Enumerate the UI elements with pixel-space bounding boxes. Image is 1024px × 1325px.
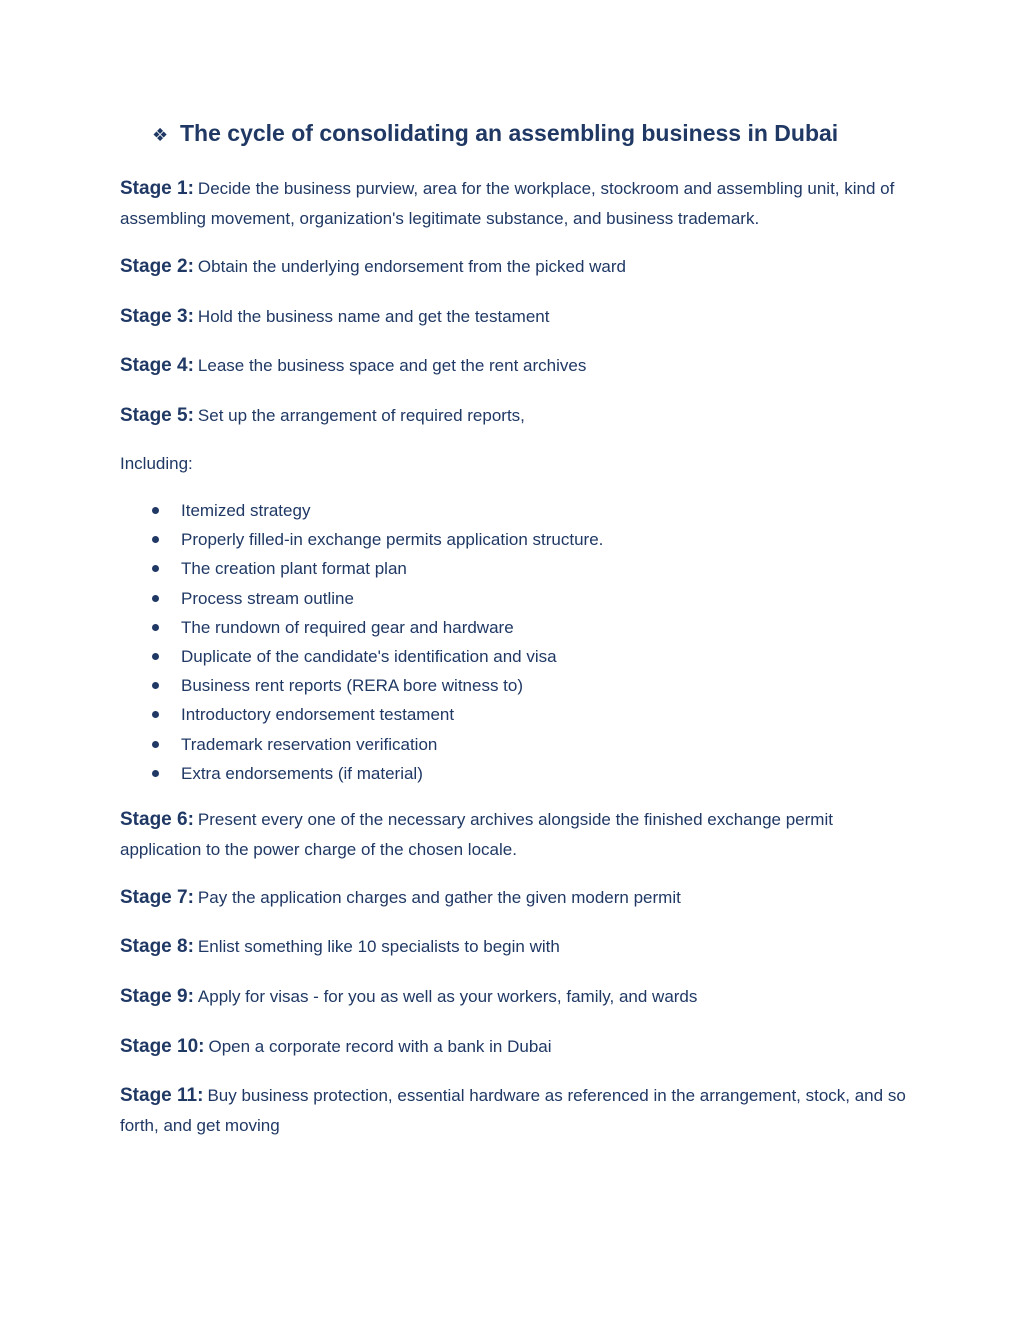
stage-4 — [120, 351, 910, 381]
stage-label: Stage 1: — [120, 178, 194, 199]
including-label: Including: — [120, 454, 193, 473]
stage-label: Stage 3: — [120, 306, 194, 327]
bullet-icon — [152, 711, 159, 718]
bullet-icon — [152, 565, 159, 572]
stage-text: Pay the application charges and gather the given modern permit — [197, 888, 681, 907]
stage-label: Stage 7: — [120, 887, 194, 908]
list-item-text: The creation plant format plan — [181, 559, 407, 579]
list-item — [120, 584, 880, 613]
list-item-text: Business rent reports (RERA bore witness to) — [181, 676, 524, 696]
list-item-text: Extra endorsements (if material) — [181, 763, 423, 783]
list-item — [120, 554, 880, 583]
stage-text: Buy business protection, essential hardware as referenced in the arrangement, stock, and so forth, and get moving — [120, 1086, 906, 1135]
stage-text: Set up the arrangement of required reports, — [197, 406, 525, 425]
stage-text: Open a corporate record with a bank in Dubai — [208, 1037, 552, 1056]
bullet-icon — [152, 682, 159, 689]
stage-label: Stage 6: — [120, 809, 194, 830]
list-item-text: Trademark reservation verification — [181, 734, 438, 754]
stage-label: Stage 10: — [120, 1036, 205, 1057]
stage-2 — [120, 252, 910, 282]
stage-6 — [120, 805, 910, 865]
stage-label: Stage 5: — [120, 405, 194, 426]
list-item — [120, 642, 880, 671]
stage-text: Hold the business name and get the testament — [197, 307, 550, 326]
stage-7 — [120, 883, 910, 913]
stage-text: Obtain the underlying endorsement from the picked ward — [197, 257, 626, 276]
bullet-icon — [152, 770, 159, 777]
list-item-text: Process stream outline — [181, 588, 354, 608]
document-heading — [152, 120, 912, 147]
list-item-text: The rundown of required gear and hardware — [181, 617, 514, 637]
stage-1 — [120, 174, 910, 234]
list-item — [120, 525, 880, 554]
list-item-text: Duplicate of the candidate's identification and visa — [181, 646, 557, 666]
stage-text: Lease the business space and get the rent archives — [197, 356, 587, 375]
stage-text: Enlist something like 10 specialists to begin with — [197, 937, 560, 956]
stage-5 — [120, 401, 910, 431]
list-item-text: Introductory endorsement testament — [181, 705, 455, 725]
list-item — [120, 759, 880, 788]
bullet-icon — [152, 624, 159, 631]
list-item — [120, 671, 880, 700]
list-item — [120, 730, 880, 759]
bullet-icon — [152, 741, 159, 748]
stage-text: Present every one of the necessary archives alongside the finished exchange permit application to the power charge of the chosen locale. — [120, 810, 833, 859]
stage-label: Stage 9: — [120, 986, 194, 1007]
required-documents-list — [120, 496, 880, 788]
stage-label: Stage 4: — [120, 355, 194, 376]
bullet-icon — [152, 595, 159, 602]
list-item — [120, 613, 880, 642]
stage-label: Stage 11: — [120, 1085, 204, 1106]
stage-label: Stage 2: — [120, 256, 194, 277]
list-item-text: Itemized strategy — [181, 501, 311, 520]
stage-8 — [120, 932, 910, 962]
bullet-icon — [152, 507, 159, 514]
list-item — [120, 700, 880, 729]
stage-text: Decide the business purview, area for the workplace, stockroom and assembling unit, kind of assembling movement, organization's legitimate substance, and business trademark. — [120, 179, 895, 228]
stage-11 — [120, 1081, 910, 1141]
bullet-icon — [152, 536, 159, 543]
stage-10 — [120, 1032, 910, 1062]
list-item — [120, 496, 880, 525]
bullet-icon — [152, 653, 159, 660]
stage-3 — [120, 302, 910, 332]
stage-text: Apply for visas - for you as well as your workers, family, and wards — [197, 987, 698, 1006]
stage-label: Stage 8: — [120, 936, 194, 957]
stage-9 — [120, 982, 910, 1012]
list-item-text: Properly filled-in exchange permits application structure. — [181, 530, 604, 550]
heading-text: The cycle of consolidating an assembling business in Dubai — [180, 120, 839, 146]
diamond-bullet-icon: ❖ — [152, 125, 169, 145]
